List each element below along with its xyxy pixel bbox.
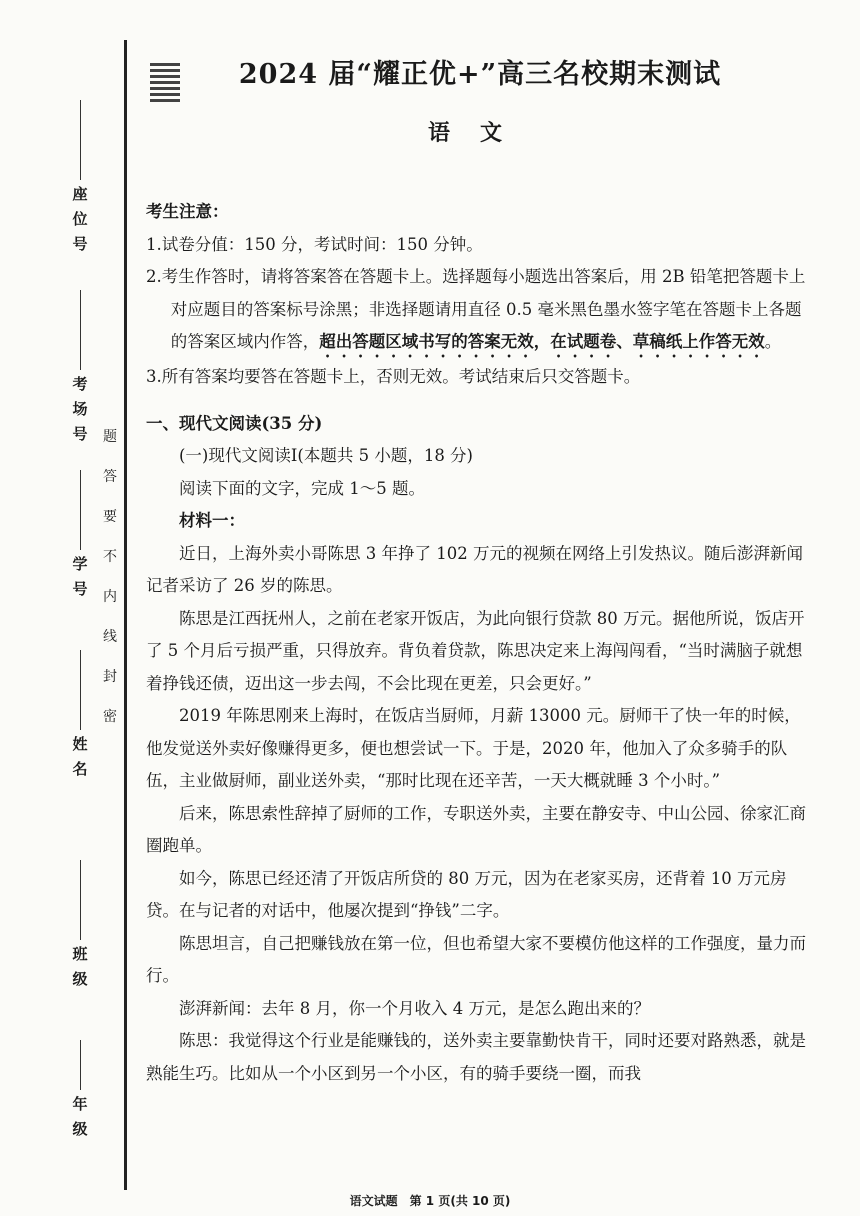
- seal-warning: [96, 430, 124, 750]
- exam-content: [146, 196, 810, 1090]
- instruction: 阅读下面的文字，完成 1～5 题。: [179, 478, 425, 498]
- binding-line: [124, 40, 127, 1190]
- subsection-heading: (一)现代文阅读Ⅰ(本题共 5 小题，18 分): [179, 446, 473, 465]
- seal-char: 线: [103, 629, 117, 645]
- paragraph: 如今，陈思已经还清了开饭店所贷的 80 万元，因为在老家买房，还背着 10 万元房贷。在与记者的对话中，他屡次提到“挣钱”二字。: [146, 868, 787, 920]
- notice-item-2-text: 2.考生作答时，请将答案答在答题卡上。选择题每小题选出答案后，用 2B 铅笔把答题卡上对应题目的答案标号涂黑；非选择题请用直径 0.5 毫米黑色墨水签字笔在答题卡上各题的答案区域内作答，: [146, 267, 806, 351]
- seal-char: 密: [103, 709, 117, 725]
- field-grade: 年级: [60, 1040, 100, 1146]
- paragraph: 陈思是江西抚州人，之前在老家开饭店，为此向银行贷款 80 万元。据他所说，饭店开了 5 个月后亏损严重，只得放弃。背负着贷款，陈思决定来上海闯闯看，“当时满脑子就想着挣钱还债，迈出这一步去闯，不会比现在更差，只会更好。”: [146, 608, 805, 693]
- binding-margin: [0, 0, 135, 1216]
- seal-char: 内: [103, 589, 117, 605]
- seal-char: 要: [103, 509, 117, 525]
- seal-char: 封: [103, 669, 117, 685]
- field-name: 姓名: [60, 650, 100, 786]
- seal-char: 题: [103, 429, 117, 445]
- section-heading: 一、现代文阅读(35 分): [146, 413, 323, 433]
- exam-title: 2024 届“耀正优+”高三名校期末测试: [238, 59, 722, 90]
- field-student-number: 学号: [60, 470, 100, 606]
- seal-char: 答: [103, 469, 117, 485]
- notice-item-1: 1.试卷分值：150 分，考试时间：150 分钟。: [146, 234, 483, 254]
- field-class: 班级: [60, 860, 100, 996]
- paragraph: 后来，陈思索性辞掉了厨师的工作，专职送外卖，主要在静安寺、中山公园、徐家汇商圈跑单。: [146, 803, 806, 855]
- notice-heading: 考生注意：: [146, 202, 229, 221]
- paragraph: 陈思坦言，自己把赚钱放在第一位，但也希望大家不要模仿他这样的工作强度，量力而行。: [146, 933, 806, 985]
- notice-item-3: 3.所有答案均要答在答题卡上，否则无效。考试结束后只交答题卡。: [146, 367, 641, 386]
- subject-title: 语文: [427, 120, 532, 146]
- notice-item-2-emphasis: 超出答题区域书写的答案无效，在试题卷、草稿纸上作答无效: [319, 332, 765, 351]
- paragraph: 2019 年陈思刚来上海时，在饭店当厨师，月薪 13000 元。厨师干了快一年的时候，他发觉送外卖好像赚得更多，便也想尝试一下。于是，2020 年，他加入了众多骑手的队伍，主业做厨师，副业送外卖，“那时比现在还辛苦，一天大概就睡 3 个小时。”: [146, 706, 801, 790]
- paragraph: 近日，上海外卖小哥陈思 3 年挣了 102 万元的视频在网络上引发热议。随后澎湃新闻记者采访了 26 岁的陈思。: [146, 543, 803, 595]
- paragraph: 陈思：我觉得这个行业是能赚钱的，送外卖主要靠勤快肯干，同时还要对路熟悉，就是熟能生巧。比如从一个小区到另一个小区，有的骑手要绕一圈，而我: [146, 1031, 806, 1083]
- seal-char: 不: [103, 549, 117, 565]
- scan-mark: [150, 62, 180, 102]
- field-seat-number: 座位号: [60, 100, 100, 261]
- paragraph: 澎湃新闻：去年 8 月，你一个月收入 4 万元，是怎么跑出来的？: [179, 998, 650, 1018]
- field-exam-room: 考场号: [60, 290, 100, 451]
- material-label: 材料一：: [179, 511, 245, 530]
- page-footer: 语文试题 第 1 页(共 10 页): [349, 1194, 511, 1208]
- notice-item-2: 2.考生作答时，请将答案答在答题卡上。选择题每小题选出答案后，用 2B 铅笔把答题卡上对应题目的答案标号涂黑；非选择题请用直径 0.5 毫米黑色墨水签字笔在答题卡上各题的答案区域内作答，超出答题区域书写的答案无效，在试题卷、草稿纸上作答无效。: [146, 267, 806, 351]
